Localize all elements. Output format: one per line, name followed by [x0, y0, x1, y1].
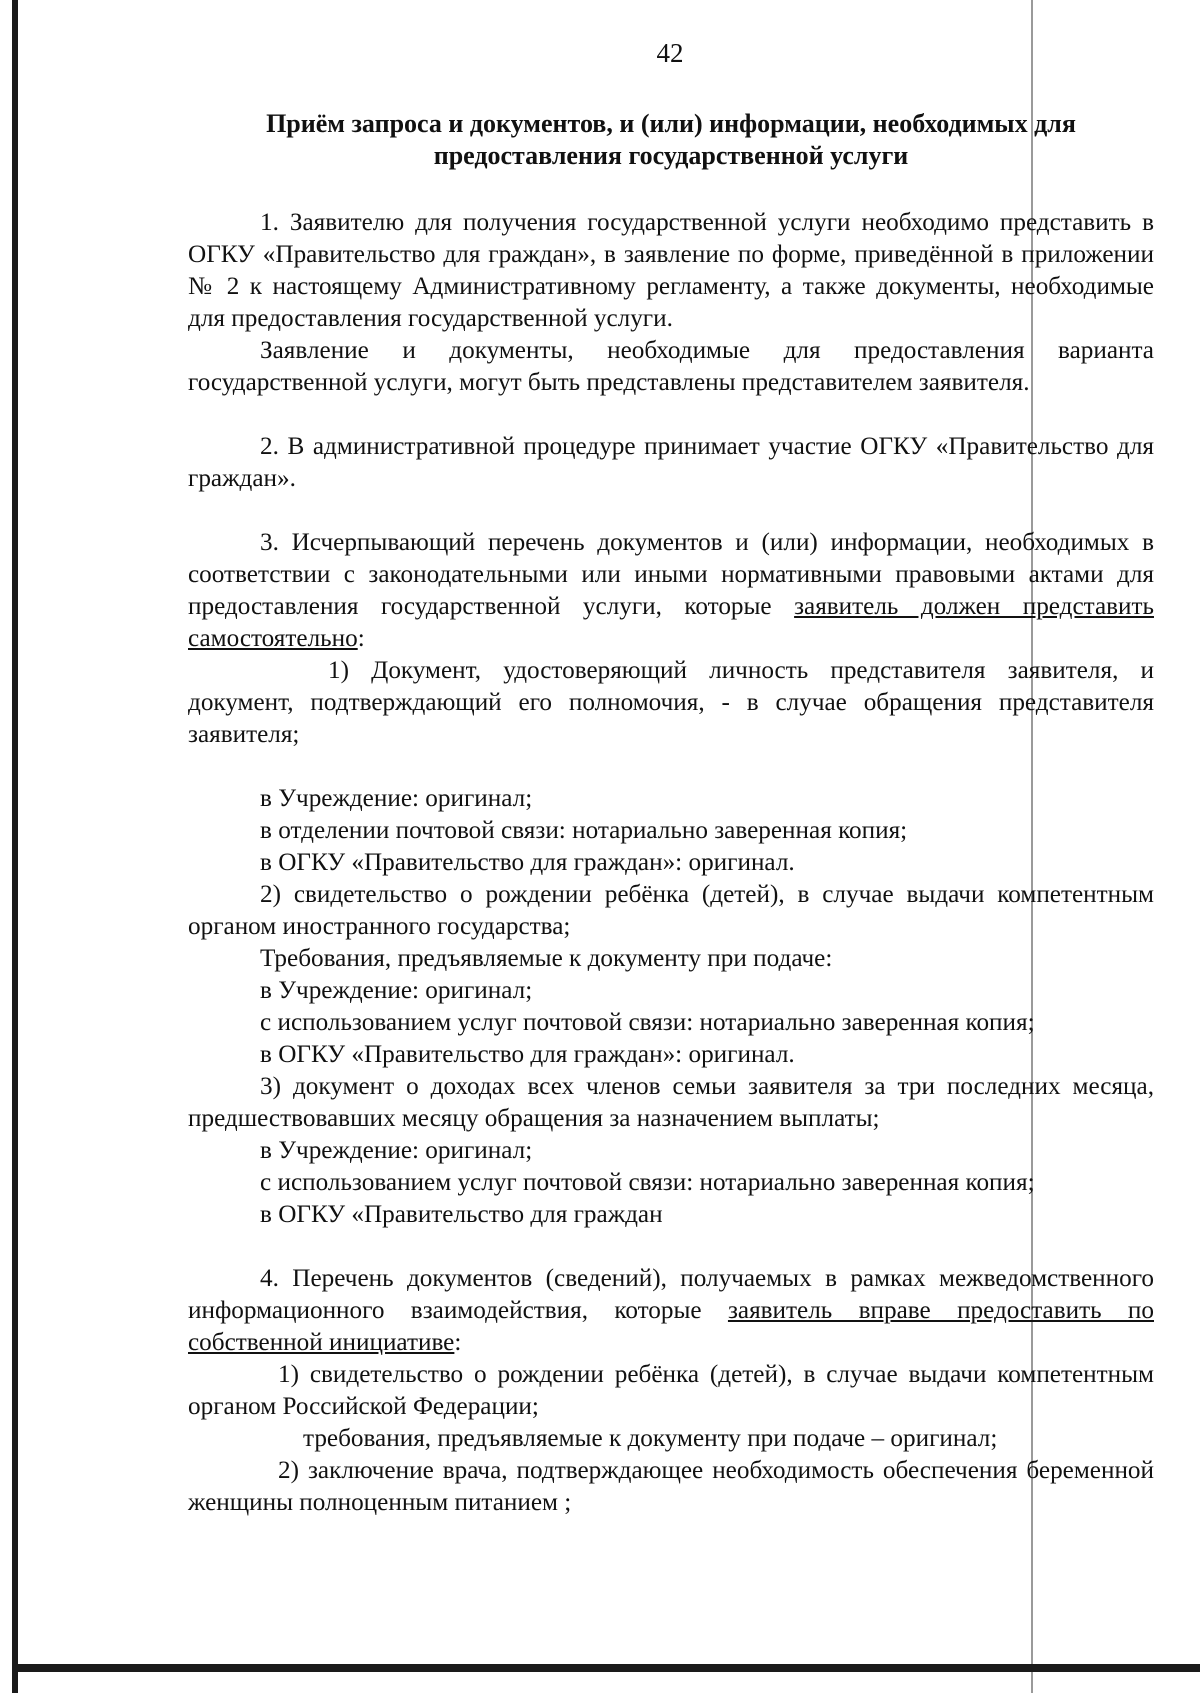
- paragraph-representative: Заявление и документы, необходимые для предоставления варианта государственной услуги, могут быть представлены представителем заявителя.: [188, 337, 1154, 396]
- list-item-income-document: 3) документ о доходах всех членов семьи заявителя за три последних месяца, предшествовавших месяцу обращения за назначением выплаты;: [188, 1073, 1154, 1132]
- list-item-identity-document: 1) Документ, удостоверяющий личность представителя заявителя, и документ, подтверждающий его полномочия, - в случае обращения представителя заявителя;: [188, 657, 1154, 748]
- requirement-ogku-2: в ОГКУ «Правительство для граждан»: оригинал.: [260, 1041, 795, 1068]
- paragraph-item-4: [188, 1263, 1154, 1359]
- requirement-ogku: в ОГКУ «Правительство для граждан»: оригинал.: [260, 849, 795, 876]
- paragraph-item-3-text: 3. Исчерпывающий перечень документов и (или) информации, необходимых в соответствии с законодательными или иными нормативными правовыми актами для предоставления государственной услуги, которые: [188, 529, 1154, 620]
- requirement-institution-2: в Учреждение: оригинал;: [260, 977, 533, 1004]
- page-number: 42: [656, 38, 684, 68]
- section-title: [188, 108, 1154, 172]
- scan-left-edge: [12, 0, 18, 1693]
- list-item-birth-certificate-rf: 1) свидетельство о рождении ребёнка (детей), в случае выдачи компетентным органом Российской Федерации;: [188, 1361, 1154, 1420]
- requirement-institution: в Учреждение: оригинал;: [260, 785, 533, 812]
- list-item-birth-certificate-foreign: 2) свидетельство о рождении ребёнка (детей), в случае выдачи компетентным органом иностранного государства;: [188, 881, 1154, 940]
- requirement-ogku-3: в ОГКУ «Правительство для граждан: [260, 1201, 663, 1228]
- section-title-line-1: Приём запроса и документов, и (или) информации, необходимых для: [266, 109, 1076, 138]
- section-title-line-2: предоставления государственной услуги: [433, 141, 909, 170]
- paragraph-item-2: 2. В административной процедуре принимает участие ОГКУ «Правительство для граждан».: [188, 433, 1154, 492]
- underlined-phrase-self-submit: заявитель должен представить самостоятельно: [188, 593, 1154, 652]
- paragraph-item-4-text: 4. Перечень документов (сведений), получаемых в рамках межведомственного информационного взаимодействия, которые: [188, 1265, 1154, 1324]
- paragraph-item-3-colon: :: [357, 625, 365, 652]
- list-item-medical-conclusion: 2) заключение врача, подтверждающее необходимость обеспечения беременной женщины полноценным питанием ;: [188, 1457, 1154, 1516]
- paragraph-item-4-colon: :: [454, 1329, 462, 1356]
- requirement-institution-3: в Учреждение: оригинал;: [260, 1137, 533, 1164]
- document-body: [188, 207, 1154, 1519]
- scan-bottom-edge: [12, 1664, 1200, 1672]
- requirement-post-office: в отделении почтовой связи: нотариально заверенная копия;: [260, 817, 908, 844]
- requirement-postal-2: с использованием услуг почтовой связи: нотариально заверенная копия;: [260, 1009, 1035, 1036]
- requirement-postal-3: с использованием услуг почтовой связи: нотариально заверенная копия;: [260, 1169, 1035, 1196]
- paragraph-item-1: 1. Заявителю для получения государственной услуги необходимо представить в ОГКУ «Правительство для граждан», в заявление по форме, приведённой в приложении № 2 к настоящему Административному регламенту, а также документы, необходимые для предоставления государственной услуги.: [188, 209, 1154, 332]
- requirements-heading: Требования, предъявляемые к документу при подаче:: [260, 945, 833, 972]
- paragraph-item-3: [188, 527, 1154, 655]
- underlined-phrase-own-initiative: заявитель вправе предоставить по собственной инициативе: [188, 1297, 1154, 1356]
- requirement-original: требования, предъявляемые к документу при подаче – оригинал;: [303, 1425, 998, 1452]
